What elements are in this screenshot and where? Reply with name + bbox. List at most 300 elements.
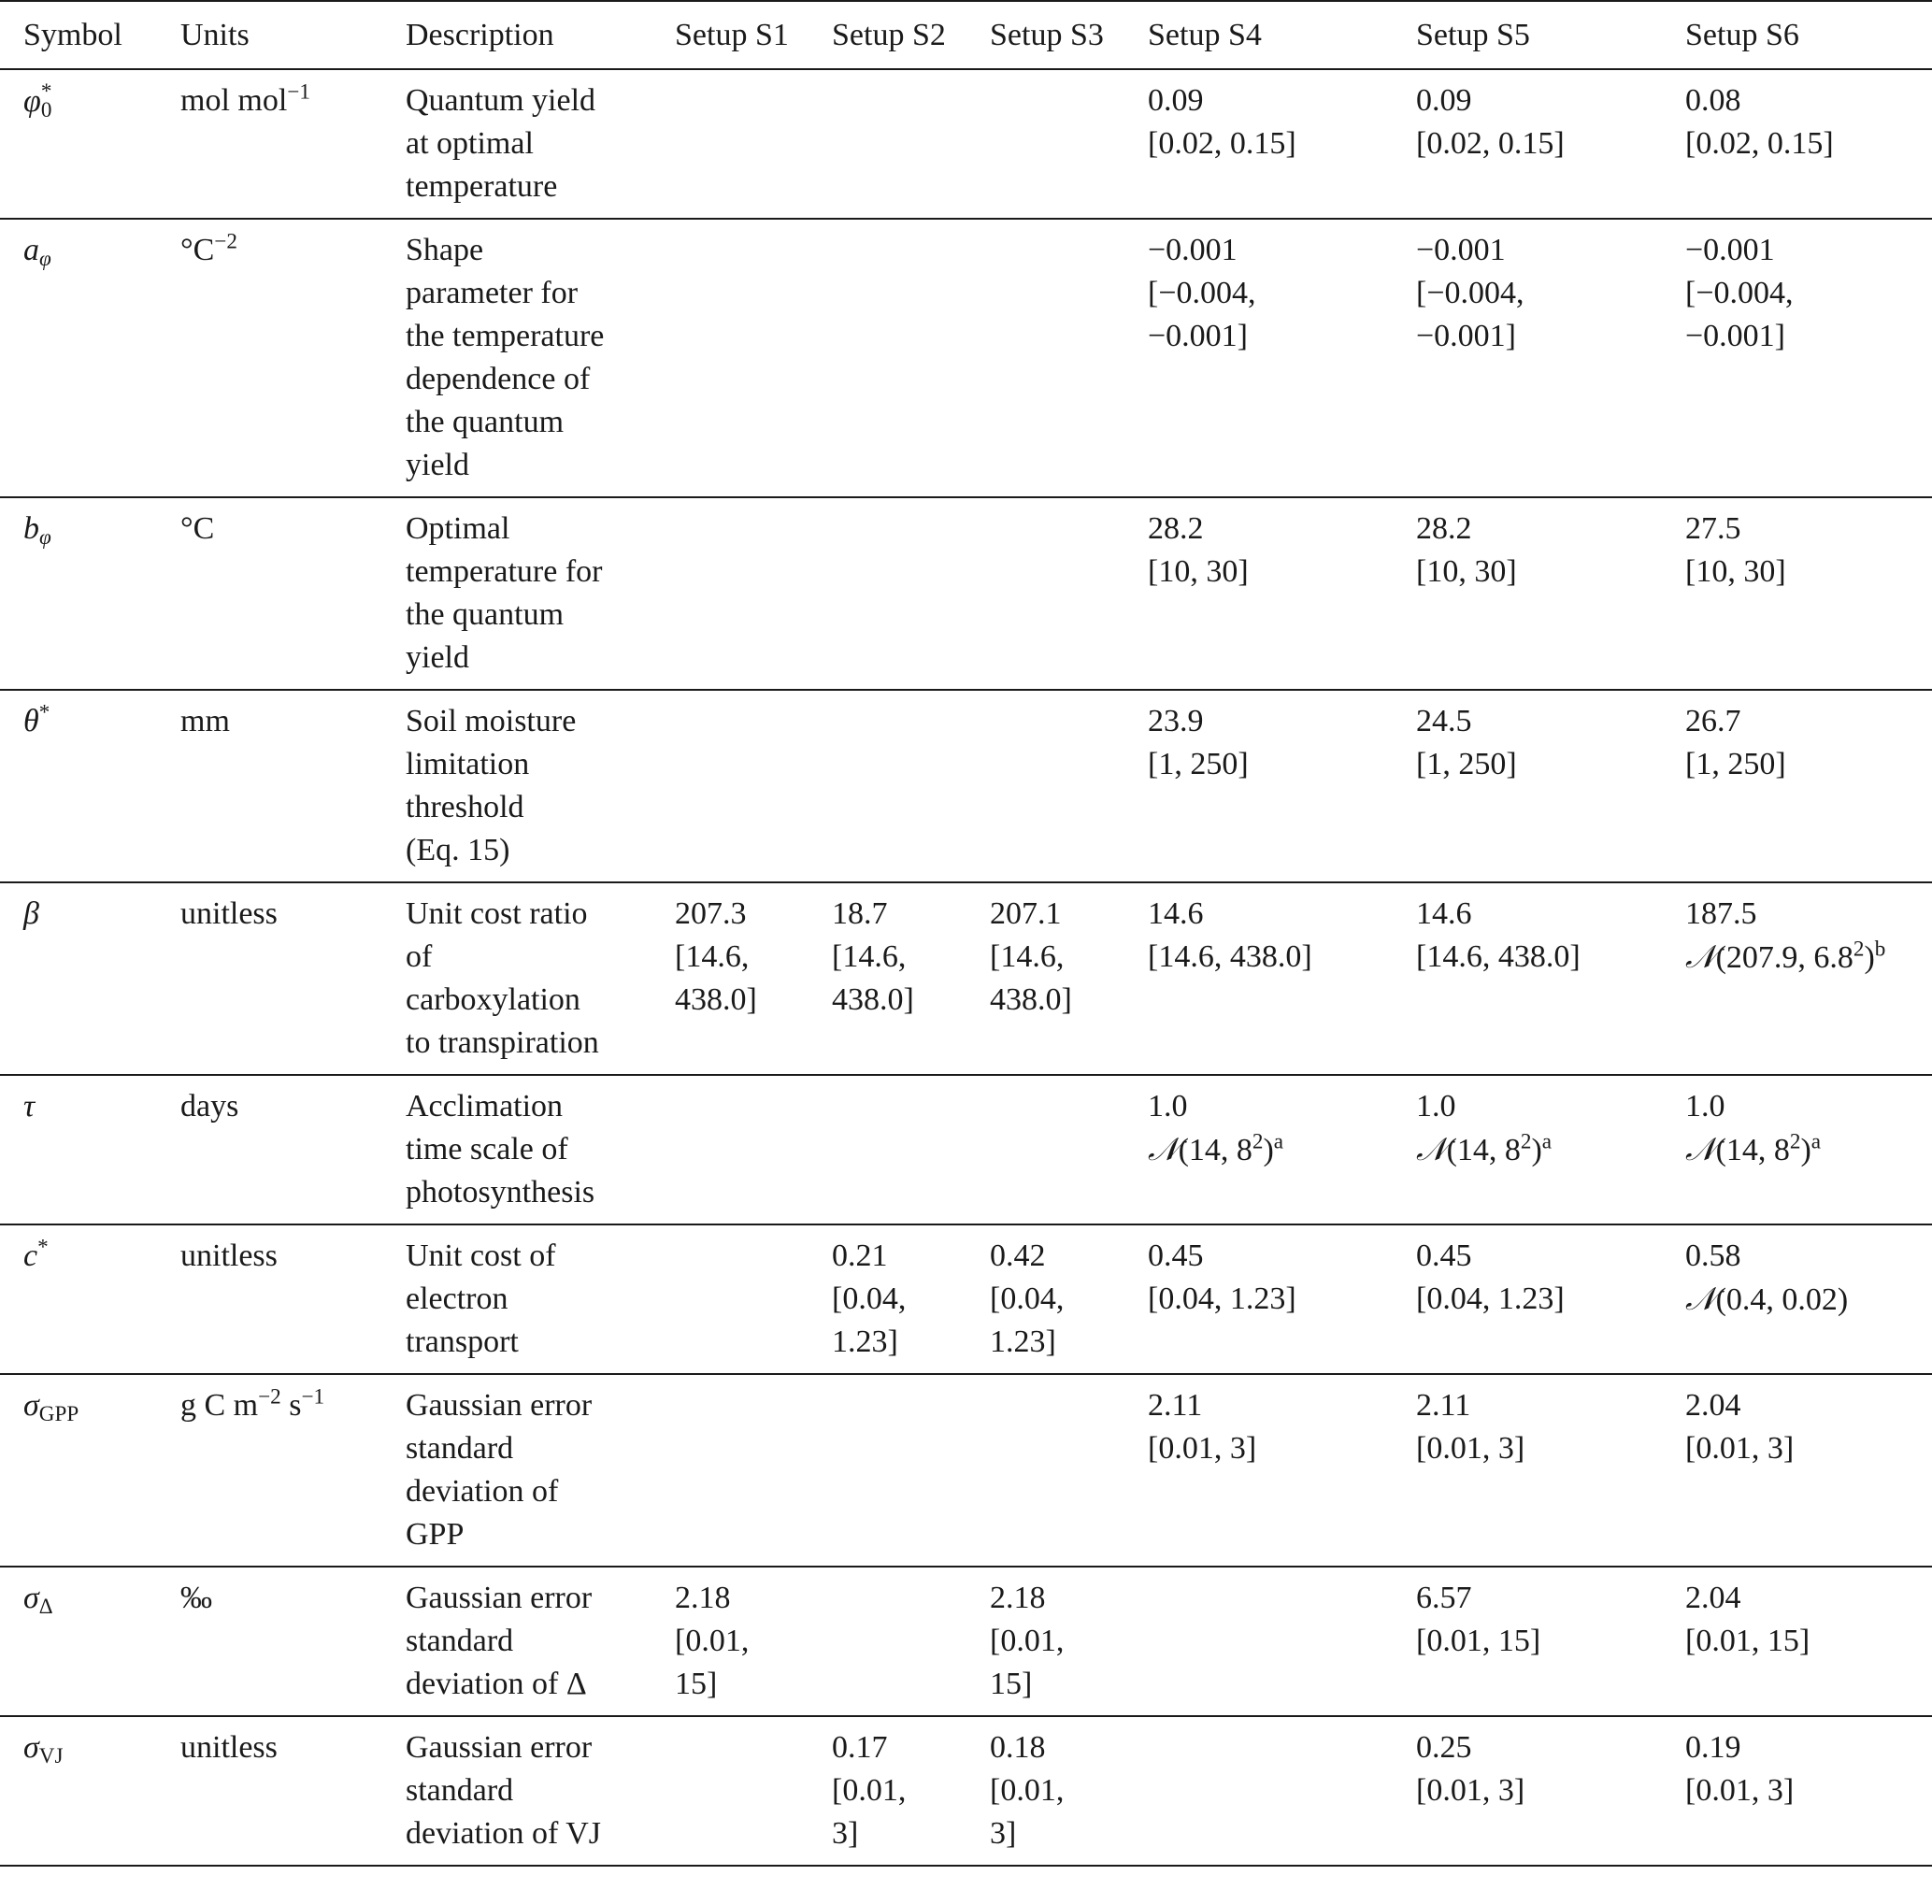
normal-symbol: 𝒩 [1685,938,1716,976]
cell-setup-s2 [832,1075,990,1224]
cell-line: [1, 250] [1685,747,1786,781]
cell-setup-s1 [675,882,832,1075]
cell-setup-s2 [832,1224,990,1374]
description-line: the temperature [406,319,605,353]
normal-symbol: 𝒩 [1685,1131,1716,1168]
symbol-math [23,896,39,931]
table-row [0,69,1932,219]
normal-exponent: 2 [1853,937,1865,962]
symbol-base: σ [23,1581,39,1615]
cell-symbol [0,1224,180,1374]
cell-description [406,497,675,690]
cell-symbol [0,497,180,690]
cell-setup-s1 [675,497,832,690]
description-line: yield [406,448,469,482]
description-line: yield [406,640,469,675]
units-text [180,229,237,267]
symbol-sub: Δ [38,1594,53,1619]
cell-setup-s6 [1685,1075,1932,1224]
cell-line: 28.2 [1416,511,1472,546]
units-exponent: −1 [301,1384,325,1410]
symbol-math [23,79,64,123]
table-body [0,69,1932,1866]
cell-setup-s3 [990,1716,1148,1866]
symbol-math [23,1730,64,1768]
symbol-sub: GPP [38,1401,79,1426]
units-base: °C [180,511,215,546]
cell-description [406,1567,675,1716]
cell-description [406,219,675,497]
description-line: time scale of [406,1132,568,1167]
description-line: Unit cost of [406,1238,556,1273]
symbol-math [23,233,51,271]
cell-setup-s6 [1685,497,1932,690]
units-base: mm [180,704,230,738]
cell-line: 0.45 [1416,1238,1472,1273]
normal-distribution [1685,1278,1932,1322]
cell-line: [0.01, 15] [1685,1624,1810,1658]
cell-setup-s6 [1685,1567,1932,1716]
cell-symbol [0,69,180,219]
cell-line: 18.7 [832,896,888,931]
symbol-base: β [23,896,39,931]
normal-exponent: 2 [1252,1129,1264,1154]
cell-setup-s4 [1148,69,1416,219]
cell-line: 2.04 [1685,1581,1741,1615]
cell-line: [10, 30] [1416,554,1517,589]
normal-params: (207.9, 6.8 [1715,940,1853,975]
cell-line: [0.01, [675,1624,750,1658]
cell-line: 2.04 [1685,1388,1741,1423]
symbol-sup: * [37,1235,49,1260]
cell-setup-s4 [1148,1567,1416,1716]
description-line: standard [406,1431,514,1466]
description-line: Gaussian error [406,1388,593,1423]
cell-line: −0.001 [1148,233,1238,267]
header-setup-s4: Setup S4 [1148,18,1262,52]
cell-line: 3] [832,1816,859,1851]
cell-setup-s4 [1148,1374,1416,1567]
normal-params: (0.4, 0.02) [1715,1282,1849,1317]
cell-line: −0.001] [1685,319,1785,353]
cell-line: 3] [990,1816,1017,1851]
cell-line: [0.01, 3] [1148,1431,1257,1466]
cell-setup-s1 [675,1716,832,1866]
normal-distribution [1416,1128,1685,1172]
table-row [0,1224,1932,1374]
table-row [0,882,1932,1075]
symbol-math [23,1235,49,1273]
cell-setup-s2 [832,497,990,690]
units-exponent: −2 [258,1384,281,1410]
cell-setup-s3 [990,1374,1148,1567]
cell-line: 438.0] [832,982,914,1017]
description-line: standard [406,1773,514,1808]
units-base: unitless [180,1730,278,1765]
cell-description [406,1716,675,1866]
cell-line: 187.5 [1685,896,1757,931]
cell-setup-s1 [675,1567,832,1716]
cell-units [180,690,406,882]
cell-line: [0.04, [990,1281,1065,1316]
description-line: deviation of VJ [406,1816,602,1851]
cell-units [180,1567,406,1716]
units-tail: s [280,1388,302,1423]
cell-line: 14.6 [1416,896,1472,931]
cell-line: [0.01, [990,1624,1065,1658]
normal-close: ) [1864,940,1875,975]
symbol-base: b [23,511,39,546]
cell-line: 27.5 [1685,511,1741,546]
units-base: unitless [180,1238,278,1273]
cell-setup-s5 [1416,1567,1685,1716]
cell-setup-s4 [1148,1224,1416,1374]
cell-line: −0.001] [1416,319,1516,353]
cell-setup-s6 [1685,1716,1932,1866]
header-setup-s1: Setup S1 [675,18,789,52]
description-line: at optimal [406,126,534,161]
cell-line: 2.11 [1148,1388,1203,1423]
cell-line: 0.17 [832,1730,888,1765]
description-line: Soil moisture [406,704,577,738]
table-row [0,1567,1932,1716]
cell-description [406,882,675,1075]
symbol-base: θ [23,704,39,738]
cell-setup-s5 [1416,219,1685,497]
cell-line: [14.6, [675,939,750,974]
cell-setup-s6 [1685,882,1932,1075]
cell-setup-s4 [1148,690,1416,882]
cell-setup-s4 [1148,882,1416,1075]
cell-setup-s3 [990,690,1148,882]
units-exponent: −2 [214,229,237,254]
cell-line: [0.04, 1.23] [1416,1281,1565,1316]
header-description: Description [406,18,554,52]
cell-line: 0.21 [832,1238,888,1273]
normal-distribution [1685,936,1932,980]
cell-line: −0.001] [1148,319,1248,353]
units-exponent: −1 [287,79,310,105]
cell-symbol [0,882,180,1075]
symbol-sub: φ [39,246,51,271]
table-row [0,1374,1932,1567]
cell-line: [0.02, 0.15] [1685,126,1834,161]
cell-line: [0.01, [990,1773,1065,1808]
description-line: temperature for [406,554,603,589]
cell-setup-s4 [1148,1075,1416,1224]
normal-distribution [1148,1128,1416,1172]
symbol-sup: * [40,79,52,104]
table-row [0,497,1932,690]
cell-line: 0.25 [1416,1730,1472,1765]
cell-line: 24.5 [1416,704,1472,738]
units-base: days [180,1089,239,1124]
cell-line: [0.01, [832,1773,907,1808]
symbol-base: φ [23,84,41,119]
cell-setup-s3 [990,1075,1148,1224]
cell-line: 0.45 [1148,1238,1204,1273]
table-row [0,1075,1932,1224]
symbol-sup: * [38,700,50,725]
cell-setup-s1 [675,1224,832,1374]
units-text [180,511,214,546]
normal-symbol: 𝒩 [1148,1131,1179,1168]
normal-symbol: 𝒩 [1416,1131,1447,1168]
cell-units [180,1224,406,1374]
cell-units [180,1374,406,1567]
units-text [180,1384,325,1423]
cell-line: 26.7 [1685,704,1741,738]
cell-setup-s2 [832,1567,990,1716]
cell-line: [0.02, 0.15] [1416,126,1565,161]
description-line: temperature [406,169,558,204]
description-line: to transpiration [406,1025,599,1060]
units-text [180,1238,278,1273]
units-base: °C [180,233,215,267]
description-line: Optimal [406,511,510,546]
cell-setup-s5 [1416,1224,1685,1374]
cell-setup-s2 [832,219,990,497]
cell-setup-s2 [832,690,990,882]
description-line: electron [406,1281,508,1316]
cell-line: 15] [675,1667,718,1701]
table-row [0,219,1932,497]
cell-line: 0.58 [1685,1238,1741,1273]
cell-setup-s4 [1148,497,1416,690]
cell-units [180,497,406,690]
description-line: deviation of Δ [406,1667,587,1701]
cell-line: 2.18 [675,1581,731,1615]
description-line: the quantum [406,405,565,439]
cell-symbol [0,690,180,882]
cell-line: [−0.004, [1685,276,1794,310]
header-setup-s5: Setup S5 [1416,18,1530,52]
cell-line: 0.19 [1685,1730,1741,1765]
normal-distribution [1685,1128,1932,1172]
cell-units [180,1716,406,1866]
cell-line: 0.09 [1416,83,1472,118]
cell-line: 6.57 [1416,1581,1472,1615]
cell-line: 438.0] [990,982,1072,1017]
cell-setup-s5 [1416,497,1685,690]
cell-line: [0.02, 0.15] [1148,126,1296,161]
cell-setup-s4 [1148,219,1416,497]
cell-units [180,1075,406,1224]
symbol-math [23,1581,53,1619]
normal-exponent: 2 [1789,1129,1801,1154]
cell-setup-s3 [990,69,1148,219]
units-text [180,1730,278,1765]
cell-setup-s3 [990,1567,1148,1716]
units-base: mol mol [180,83,288,118]
symbol-sub: VJ [38,1743,64,1768]
cell-line: 2.18 [990,1581,1046,1615]
cell-line: [0.01, 3] [1416,1431,1525,1466]
description-line: (Eq. 15) [406,833,510,867]
header-setup-s6: Setup S6 [1685,18,1799,52]
description-line: Shape [406,233,484,267]
description-line: GPP [406,1517,465,1552]
normal-params: (14, 8 [1446,1133,1521,1167]
normal-params: (14, 8 [1715,1133,1790,1167]
cell-symbol [0,1716,180,1866]
symbol-sub: φ [39,524,51,550]
table-row [0,1716,1932,1866]
header-row [0,1,1932,69]
normal-close: ) [1800,1133,1811,1167]
cell-setup-s5 [1416,1374,1685,1567]
cell-symbol [0,1075,180,1224]
cell-description [406,1374,675,1567]
cell-setup-s6 [1685,1374,1932,1567]
cell-line: 0.09 [1148,83,1204,118]
cell-line: 2.11 [1416,1388,1471,1423]
cell-line: 1.0 [1148,1089,1188,1124]
description-line: transport [406,1324,519,1359]
cell-line: 28.2 [1148,511,1204,546]
cell-setup-s3 [990,219,1148,497]
description-line: Acclimation [406,1089,564,1124]
units-base: ‰ [180,1581,212,1615]
cell-line: [14.6, 438.0] [1148,939,1312,974]
cell-setup-s4 [1148,1716,1416,1866]
cell-setup-s6 [1685,219,1932,497]
description-line: deviation of [406,1474,559,1509]
cell-description [406,690,675,882]
cell-line: 14.6 [1148,896,1204,931]
cell-line: [0.01, 3] [1685,1773,1795,1808]
cell-setup-s5 [1416,1075,1685,1224]
description-line: standard [406,1624,514,1658]
description-line: Unit cost ratio [406,896,588,931]
cell-line: [0.01, 3] [1416,1773,1525,1808]
cell-line: 207.3 [675,896,747,931]
description-line: Gaussian error [406,1730,593,1765]
footnote-mark: a [1541,1129,1553,1154]
cell-description [406,1075,675,1224]
units-text [180,79,310,118]
units-text [180,704,230,738]
cell-description [406,69,675,219]
symbol-math [23,1089,35,1124]
symbol-math [23,1388,79,1426]
description-line: limitation [406,747,530,781]
cell-line: [1, 250] [1148,747,1249,781]
cell-setup-s1 [675,219,832,497]
cell-setup-s6 [1685,1224,1932,1374]
cell-line: 1.23] [832,1324,898,1359]
cell-description [406,1224,675,1374]
cell-setup-s2 [832,882,990,1075]
header-setup-s3: Setup S3 [990,18,1104,52]
cell-symbol [0,1567,180,1716]
cell-line: −0.001 [1416,233,1506,267]
cell-setup-s3 [990,1224,1148,1374]
footnote-mark: a [1810,1129,1822,1154]
table-row [0,690,1932,882]
cell-setup-s5 [1416,882,1685,1075]
units-text [180,1089,238,1124]
description-line: the quantum [406,597,565,632]
cell-line: [0.04, 1.23] [1148,1281,1296,1316]
cell-line: [10, 30] [1685,554,1786,589]
normal-close: ) [1531,1133,1542,1167]
description-line: parameter for [406,276,579,310]
cell-line: 1.23] [990,1324,1056,1359]
cell-setup-s3 [990,497,1148,690]
cell-setup-s5 [1416,690,1685,882]
cell-setup-s1 [675,69,832,219]
symbol-base: a [23,233,39,267]
cell-line: 0.42 [990,1238,1046,1273]
symbol-scripts [40,79,64,123]
cell-symbol [0,1374,180,1567]
normal-exponent: 2 [1520,1129,1532,1154]
cell-line: [14.6, [832,939,907,974]
cell-line: −0.001 [1685,233,1775,267]
symbol-math [23,700,50,738]
units-base: unitless [180,896,278,931]
units-text [180,1581,212,1615]
cell-line: [0.04, [832,1281,907,1316]
description-line: photosynthesis [406,1175,595,1210]
description-line: of [406,939,433,974]
cell-line: 0.18 [990,1730,1046,1765]
cell-line: 23.9 [1148,704,1204,738]
header-units: Units [180,18,250,52]
cell-line: [−0.004, [1416,276,1524,310]
cell-units [180,219,406,497]
cell-line: 0.08 [1685,83,1741,118]
cell-line: 438.0] [675,982,757,1017]
cell-line: 207.1 [990,896,1062,931]
description-line: Quantum yield [406,83,596,118]
cell-setup-s5 [1416,1716,1685,1866]
description-line: carboxylation [406,982,580,1017]
cell-setup-s6 [1685,690,1932,882]
cell-line: [14.6, 438.0] [1416,939,1581,974]
units-base: g C m [180,1388,259,1423]
normal-params: (14, 8 [1178,1133,1252,1167]
description-line: dependence of [406,362,591,396]
symbol-sub: 0 [40,98,52,123]
cell-setup-s6 [1685,69,1932,219]
normal-close: ) [1263,1133,1274,1167]
cell-setup-s2 [832,69,990,219]
normal-symbol: 𝒩 [1685,1281,1716,1318]
symbol-math [23,511,51,550]
footnote-mark: b [1874,937,1886,962]
description-line: threshold [406,790,524,824]
cell-line: 1.0 [1685,1089,1725,1124]
cell-units [180,69,406,219]
symbol-base: τ [23,1089,36,1124]
cell-setup-s2 [832,1374,990,1567]
header-setup-s2: Setup S2 [832,18,946,52]
cell-line: [1, 250] [1416,747,1517,781]
units-text [180,896,278,931]
cell-line: [10, 30] [1148,554,1249,589]
cell-setup-s5 [1416,69,1685,219]
header-symbol: Symbol [23,18,122,52]
symbol-base: c [23,1238,38,1273]
cell-setup-s3 [990,882,1148,1075]
cell-setup-s2 [832,1716,990,1866]
cell-line: [14.6, [990,939,1065,974]
cell-line: [−0.004, [1148,276,1256,310]
cell-setup-s1 [675,690,832,882]
symbol-base: σ [23,1388,39,1423]
